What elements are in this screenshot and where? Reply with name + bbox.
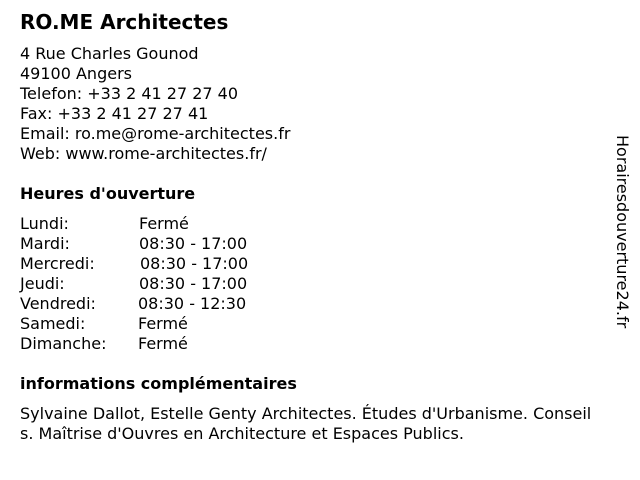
hours-row-monday: [20, 214, 320, 234]
time-value: Fermé: [139, 214, 189, 233]
contact-block: [20, 44, 290, 164]
time-value: Fermé: [138, 314, 188, 333]
day-label: Lundi:: [20, 214, 69, 233]
time-value: 08:30 - 17:00: [139, 234, 248, 253]
time-value: 08:30 - 17:00: [140, 254, 249, 273]
postal-city: 49100 Angers: [20, 64, 132, 83]
day-label: Jeudi:: [20, 274, 65, 293]
time-value: Fermé: [138, 334, 188, 353]
hours-row-saturday: [20, 314, 320, 334]
time-value: 08:30 - 17:00: [139, 274, 248, 293]
day-label: Vendredi:: [20, 294, 96, 313]
phone-number: Telefon: +33 2 41 27 27 40: [20, 84, 239, 103]
street-address: 4 Rue Charles Gounod: [20, 44, 199, 63]
hours-row-wednesday: [20, 254, 320, 274]
additional-info-heading: informations complémentaires: [20, 374, 297, 393]
time-value: 08:30 - 12:30: [138, 294, 247, 313]
opening-hours-heading: Heures d'ouverture: [20, 184, 196, 203]
additional-info-text: Sylvaine Dallot, Estelle Genty Architectes. Études d'Urbanisme. Conseils. Maîtrise d'Ouvres en Architecture et Espaces Publics.: [20, 404, 592, 443]
email-address: Email: ro.me@rome-architectes.fr: [20, 124, 291, 143]
hours-row-friday: [20, 294, 320, 314]
day-label: Mercredi:: [20, 254, 95, 273]
day-label: Dimanche:: [20, 334, 107, 353]
fax-number: Fax: +33 2 41 27 27 41: [20, 104, 209, 123]
business-name: RO.ME Architectes: [20, 10, 229, 34]
opening-hours-table: [20, 214, 320, 354]
hours-row-thursday: [20, 274, 320, 294]
day-label: Mardi:: [20, 234, 70, 253]
hours-row-sunday: [20, 334, 320, 354]
hours-row-tuesday: [20, 234, 320, 254]
day-label: Samedi:: [20, 314, 86, 333]
side-brand-watermark: Horairesdouverture24.fr: [613, 135, 632, 329]
website-url: Web: www.rome-architectes.fr/: [20, 144, 267, 163]
